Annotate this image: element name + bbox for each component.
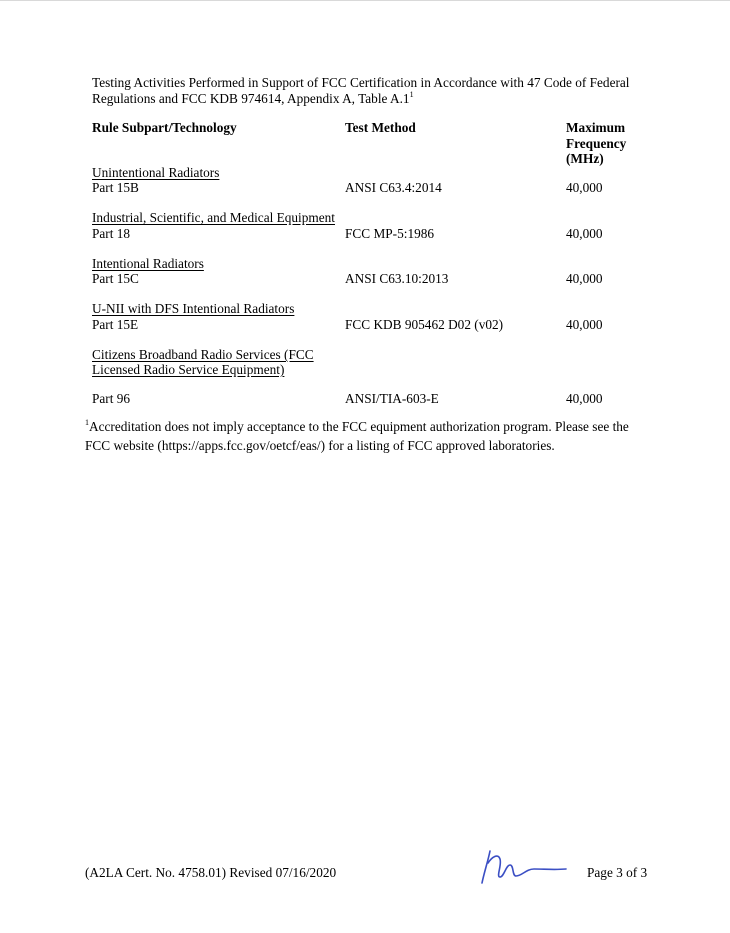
row-3-category: Intentional Radiators xyxy=(92,256,204,271)
row-4-category: U-NII with DFS Intentional Radiators xyxy=(92,301,295,316)
row-1-method: ANSI C63.4:2014 xyxy=(345,180,442,195)
intro-paragraph xyxy=(92,75,652,106)
header-max-frequency-line-2: Frequency xyxy=(566,135,627,151)
row-2-category: Industrial, Scientific, and Medical Equipment xyxy=(92,210,335,225)
intro-line-2 xyxy=(92,91,652,107)
header-max-frequency-line-3: (MHz) xyxy=(566,151,604,166)
intro-footnote-mark: 1 xyxy=(409,89,414,99)
row-5-category-line-2: Licensed Radio Service Equipment) xyxy=(92,362,285,377)
footnote-line-2: FCC website (https://apps.fcc.gov/oetcf/eas/) for a listing of FCC approved laboratories. xyxy=(85,438,555,453)
row-2-part: Part 18 xyxy=(92,226,131,241)
signature-image xyxy=(478,843,570,887)
row-5-max-frequency: 40,000 xyxy=(566,391,603,406)
footnote-line-1-text: Accreditation does not imply acceptance to the FCC equipment authorization program. Please see the xyxy=(89,419,629,434)
row-1-category: Unintentional Radiators xyxy=(92,165,220,180)
page-top-border xyxy=(0,0,730,1)
row-1-part: Part 15B xyxy=(92,180,139,195)
header-max-frequency xyxy=(566,120,656,167)
row-3-part: Part 15C xyxy=(92,271,139,286)
footer-page-number: Page 3 of 3 xyxy=(587,865,648,880)
header-rule-subpart: Rule Subpart/Technology xyxy=(92,120,237,135)
row-4-method: FCC KDB 905462 D02 (v02) xyxy=(345,317,504,332)
row-5-category-line-1: Citizens Broadband Radio Services (FCC xyxy=(92,347,314,362)
row-4-max-frequency: 40,000 xyxy=(566,317,603,332)
footnote-line-1 xyxy=(85,417,645,436)
header-test-method: Test Method xyxy=(345,120,416,135)
row-3-max-frequency: 40,000 xyxy=(566,271,603,286)
intro-line-1: Testing Activities Performed in Support of FCC Certification in Accordance with 47 Code of Federal xyxy=(92,75,630,90)
intro-line-2-text: Regulations and FCC KDB 974614, Appendix A, Table A.1 xyxy=(92,90,410,106)
row-2-method: FCC MP-5:1986 xyxy=(345,226,435,241)
row-5-part: Part 96 xyxy=(92,391,131,406)
footer-cert-revision: (A2LA Cert. No. 4758.01) Revised 07/16/2020 xyxy=(85,865,337,880)
row-1-max-frequency: 40,000 xyxy=(566,180,603,195)
row-5-method: ANSI/TIA-603-E xyxy=(345,391,439,406)
footnote-mark: 1 xyxy=(85,418,89,427)
row-4-part: Part 15E xyxy=(92,317,139,332)
row-3-method: ANSI C63.10:2013 xyxy=(345,271,449,286)
header-max-frequency-line-1: Maximum xyxy=(566,120,626,135)
footnote xyxy=(85,417,645,455)
signature-stroke xyxy=(482,851,566,883)
row-2-max-frequency: 40,000 xyxy=(566,226,603,241)
